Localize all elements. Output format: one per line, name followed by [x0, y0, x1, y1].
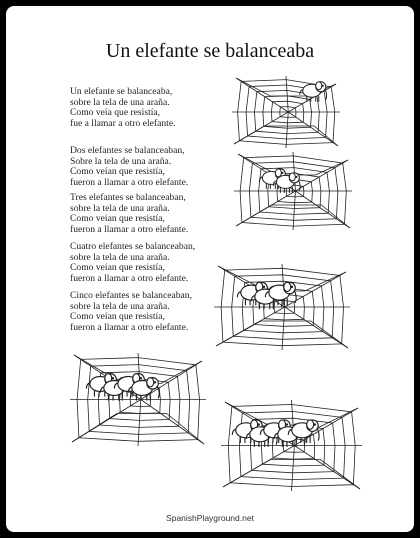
worksheet-page — [6, 6, 414, 532]
illustration-2 — [232, 150, 354, 232]
stanza-line: Sobre la tela de una araña. — [70, 155, 172, 167]
spider-web-icon — [214, 264, 350, 350]
footer-site-name: SpanishPlayground.net — [166, 513, 254, 523]
illustration-1 — [230, 74, 342, 150]
stanza-line: Cinco elefantes se balanceaban, — [70, 290, 192, 301]
stanza-line: Como veía que resistía, — [70, 107, 161, 119]
stanza-4 — [70, 242, 220, 284]
page-title: Un elefante se balanceaba — [105, 40, 315, 62]
spider-web-icon — [234, 152, 352, 230]
stanza-line: Dos elefantes se balanceaban, — [70, 145, 185, 156]
stanza-line: fueron a llamar a otro elefante. — [70, 272, 189, 284]
stanza-1 — [70, 87, 220, 129]
stanza-line: fue a llamar a otro elefante. — [70, 117, 176, 129]
stanza-line: Como veían que resistía, — [70, 213, 165, 225]
stanza-3 — [70, 193, 220, 235]
spider-web-icon — [221, 400, 362, 491]
stanza-line: fueron a llamar a otro elefante. — [70, 176, 189, 188]
stanza-line: Tres elefantes se balanceaban, — [70, 192, 186, 203]
stanza-line: Un elefante se balanceaba, — [70, 86, 173, 97]
illustration-3 — [212, 262, 352, 352]
stanza-line: Cuatro elefantes se balanceaban, — [70, 241, 196, 252]
illustration-4 — [68, 351, 208, 448]
stanza-line: sobre la tela de una araña. — [70, 96, 170, 108]
stanza-line: fueron a llamar a otro elefante. — [70, 223, 189, 235]
stanza-line: Como veían que resistía, — [70, 311, 165, 323]
stanza-line: sobre la tela de una araña. — [70, 251, 170, 263]
stanza-line: sobre la tela de una araña. — [70, 300, 170, 312]
stanza-line: Como veían que resistía, — [70, 262, 165, 274]
spider-web-icon — [70, 353, 206, 446]
stanza-line: Como veían que resistía, — [70, 166, 165, 178]
stanza-2 — [70, 146, 220, 188]
illustration-5 — [219, 398, 364, 493]
stanza-line: sobre la tela de una araña. — [70, 202, 170, 214]
stanza-line: fueron a llamar a otro elefante. — [70, 321, 189, 333]
stanza-5 — [70, 291, 220, 333]
